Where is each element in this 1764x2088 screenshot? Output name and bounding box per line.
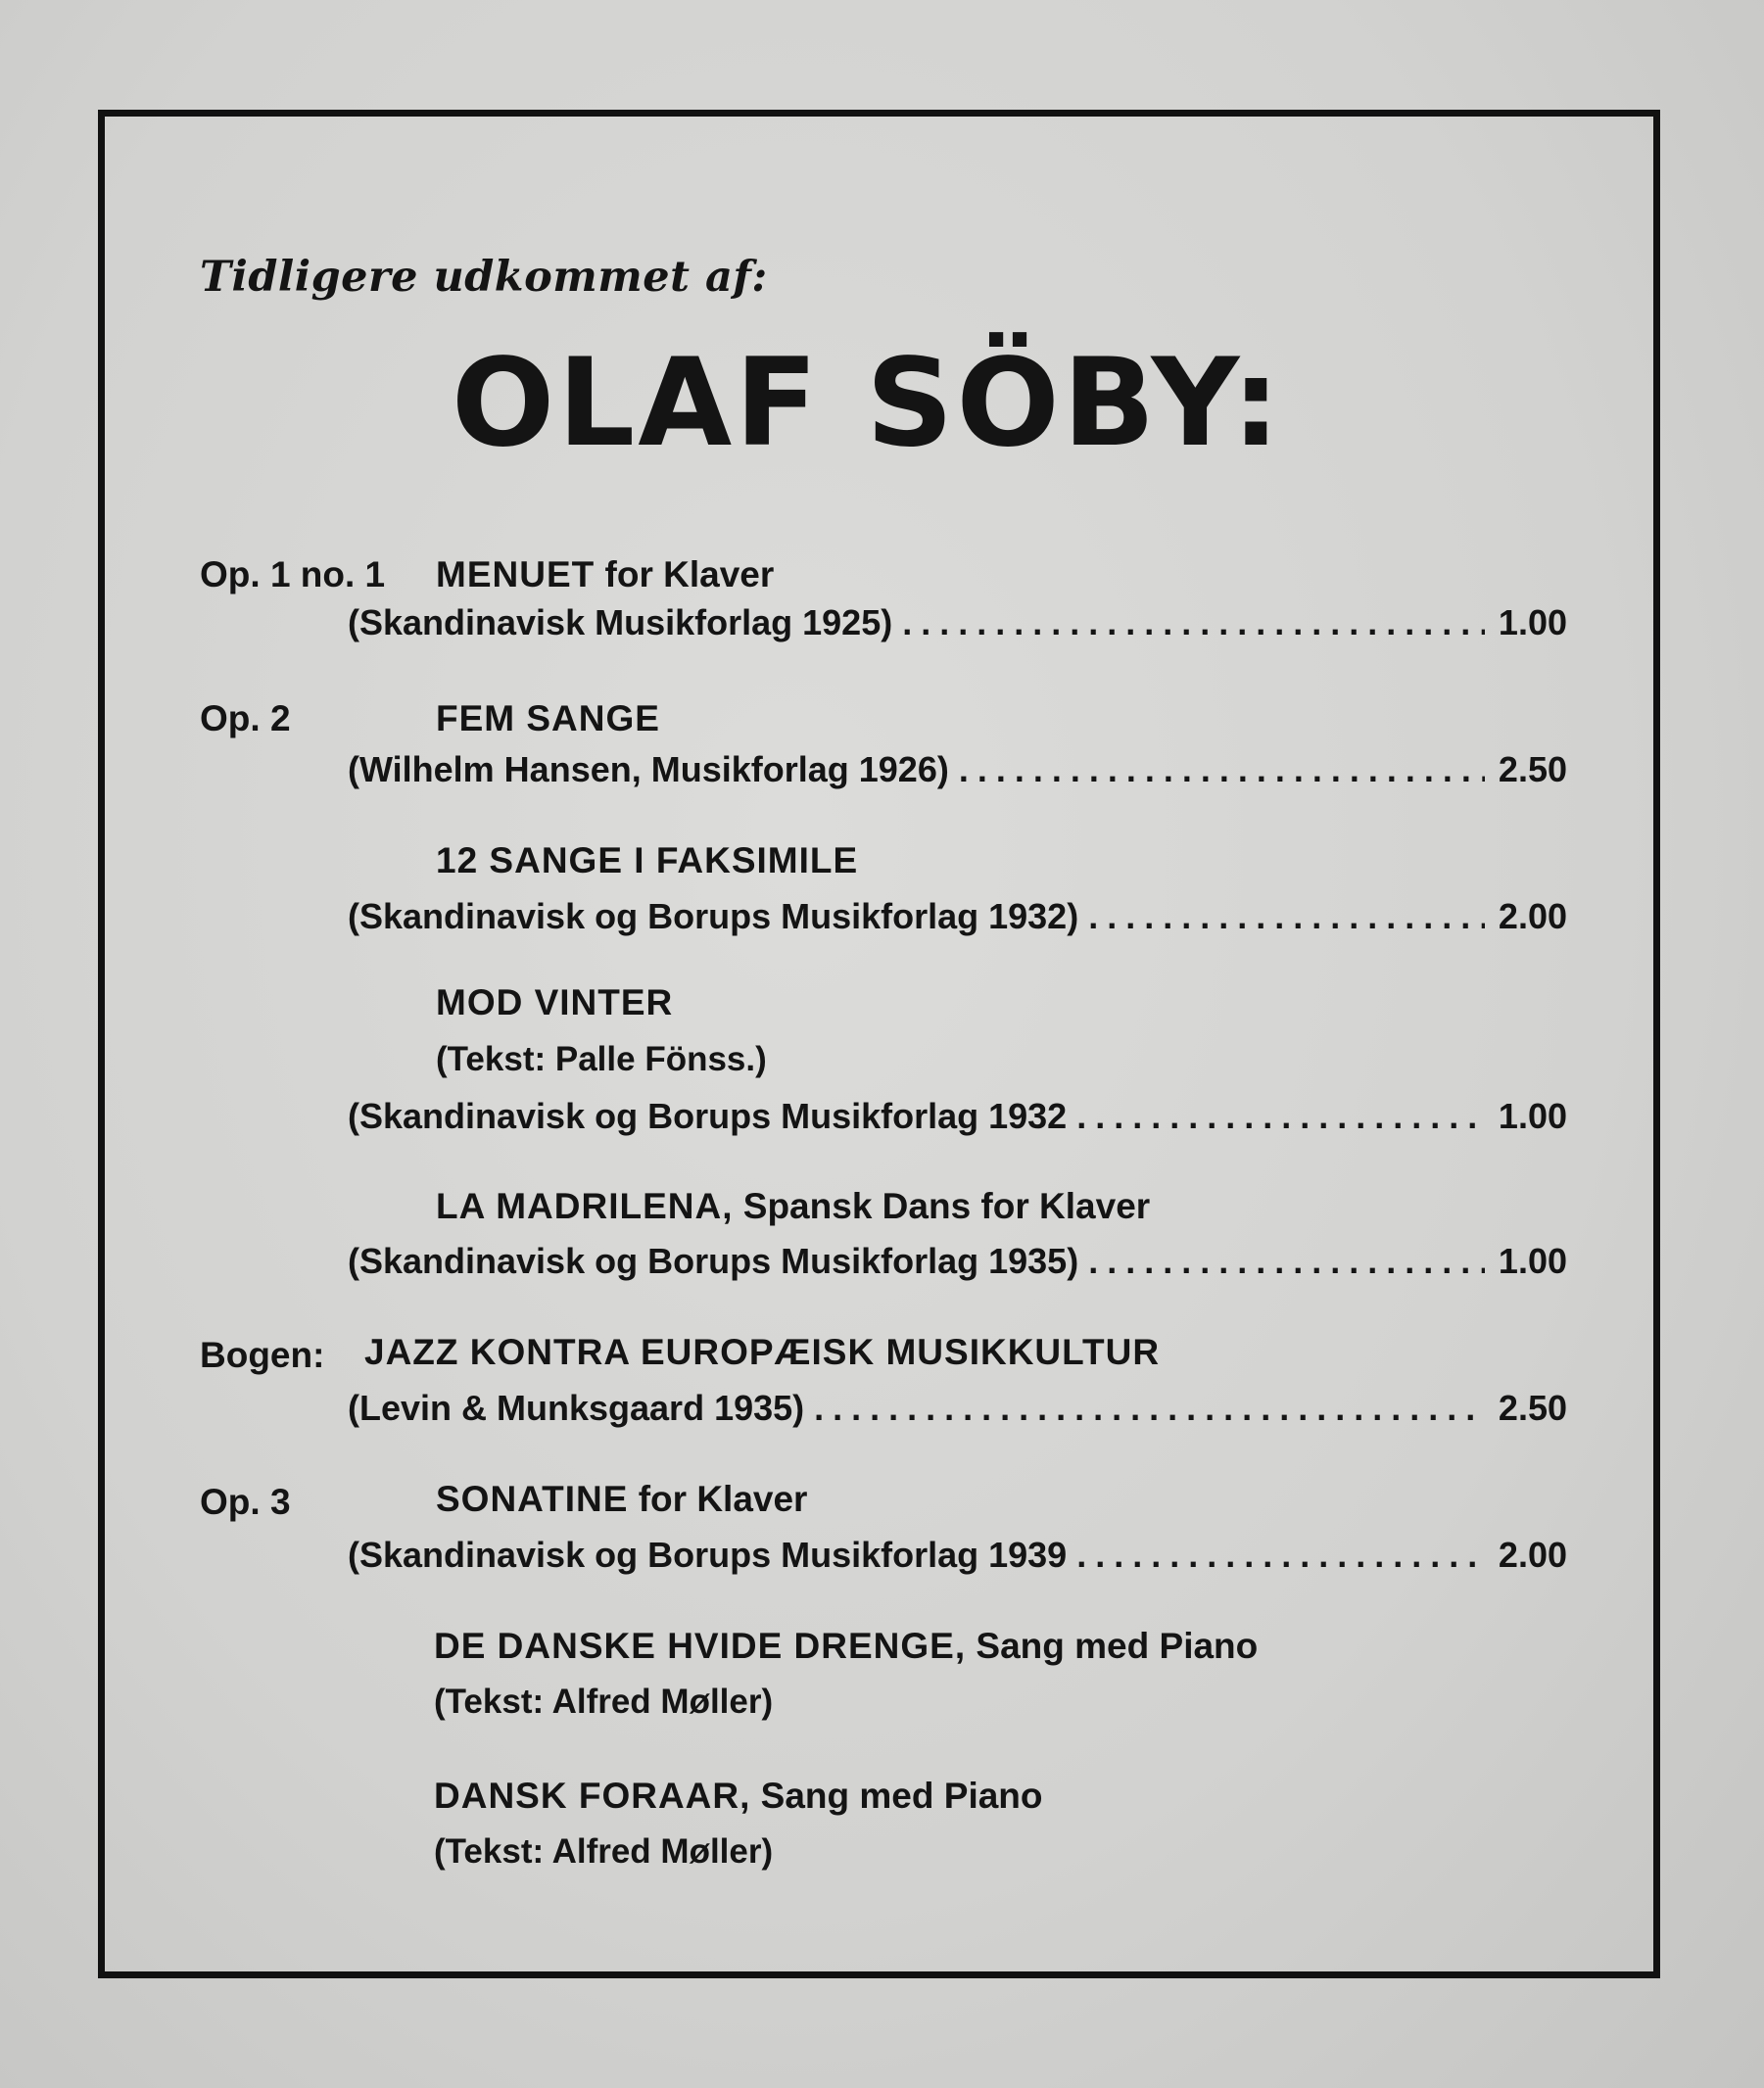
dot-leader [959,752,1485,787]
dot-leader [1088,899,1485,934]
publisher-line [348,749,1567,789]
work-title-line [434,1628,1258,1664]
publisher-text: (Skandinavisk og Borups Musikforlag 1939 [348,1535,1068,1575]
dot-leader [902,605,1485,641]
price: 2.50 [1498,1388,1567,1428]
publisher-text: (Skandinavisk og Borups Musikforlag 1935) [348,1241,1079,1281]
work-title-line [364,1334,1160,1370]
text-credit: (Tekst: Alfred Møller) [434,1832,774,1871]
publisher-text: (Skandinavisk og Borups Musikforlag 1932) [348,896,1079,936]
work-title: LA MADRILENA, [436,1186,734,1226]
work-title: 12 SANGE I FAKSIMILE [436,840,859,880]
publisher-text: (Wilhelm Hansen, Musikforlag 1926) [348,749,949,789]
publisher-line [348,1241,1567,1281]
publisher-line [348,1535,1567,1575]
publisher-line [348,896,1567,936]
work-title-line [436,984,673,1020]
composer-name: OLAF SÖBY: [451,333,1284,474]
work-title-line [436,1481,807,1517]
dot-leader [814,1391,1485,1426]
price: 1.00 [1498,602,1567,642]
dot-leader [1088,1244,1485,1279]
book-label: Bogen: [200,1335,325,1375]
price: 2.00 [1498,896,1567,936]
work-title: DANSK FORAAR, [434,1776,751,1816]
opus-label: Op. 3 [200,1482,291,1522]
publisher-text: (Skandinavisk og Borups Musikforlag 1932 [348,1096,1068,1136]
dot-leader [1076,1538,1485,1573]
work-title-suffix: Spansk Dans for Klaver [742,1186,1151,1226]
text-credit: (Tekst: Palle Fönss.) [436,1040,767,1078]
work-title-line [436,700,660,736]
work-title-line [434,1778,1043,1814]
publisher-line [348,602,1567,642]
publisher-line [348,1388,1567,1428]
work-title: MENUET [436,554,596,594]
work-title: MOD VINTER [436,982,674,1022]
publisher-line [348,1096,1567,1136]
work-title-line [436,1188,1150,1224]
text-credit: (Tekst: Alfred Møller) [434,1683,774,1721]
work-title-suffix: for Klaver [604,554,775,594]
work-title: DE DANSKE HVIDE DRENGE, [434,1626,967,1666]
work-title-line [436,842,858,878]
work-title-line [436,556,774,593]
price: 2.50 [1498,749,1567,789]
work-title: SONATINE [436,1479,629,1519]
opus-label: Op. 2 [200,698,291,738]
work-title-suffix: for Klaver [638,1479,808,1519]
price: 1.00 [1498,1096,1567,1136]
work-title: JAZZ KONTRA EUROPÆISK MUSIKKULTUR [364,1332,1161,1372]
publisher-text: (Levin & Munksgaard 1935) [348,1388,805,1428]
price: 2.00 [1498,1535,1567,1575]
work-title-suffix: Sang med Piano [976,1626,1259,1666]
price: 1.00 [1498,1241,1567,1281]
work-title: FEM SANGE [436,698,660,738]
dot-leader [1076,1099,1485,1134]
intro-heading: Tidligere udkommet af: [200,253,768,302]
work-title-suffix: Sang med Piano [760,1776,1043,1816]
publisher-text: (Skandinavisk Musikforlag 1925) [348,602,893,642]
opus-label: Op. 1 no. 1 [200,554,386,594]
